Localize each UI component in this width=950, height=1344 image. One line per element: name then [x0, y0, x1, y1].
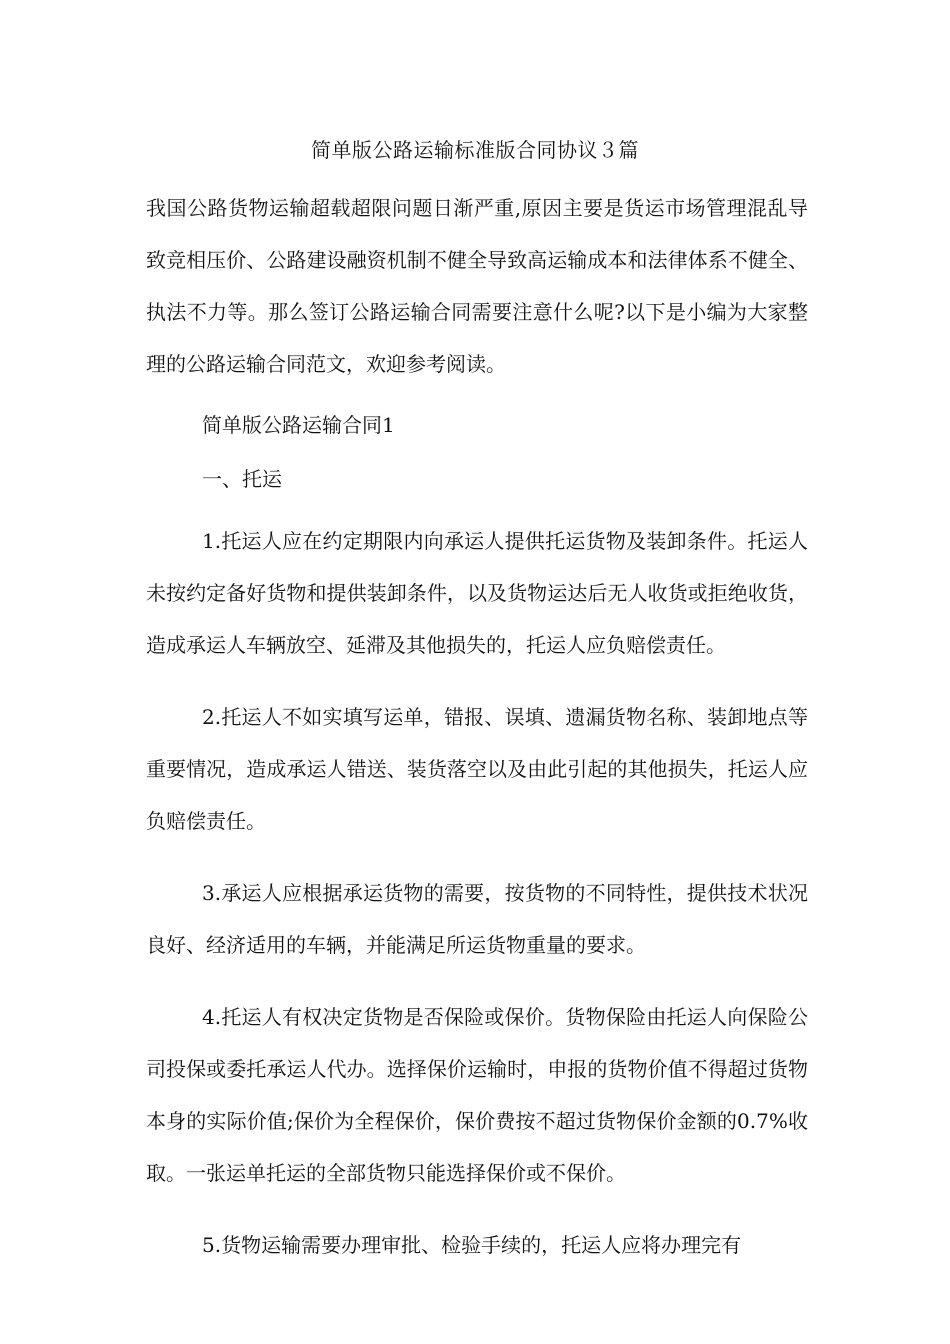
clause-paragraph: 5.货物运输需要办理审批、检验手续的，托运人应将办理完有 [202, 1233, 742, 1257]
section-heading: 一、托运 [202, 467, 282, 491]
clause-paragraph: 4.托运人有权决定货物是否保险或保价。货物保险由托运人向保险公司投保或委托承运人代办。选择保价运输时，申报的货物价值不得超过货物本身的实际价值;保价为全程保价，保价费按不超过货物保价金额的0.7%收取。一张运单托运的全部货物只能选择保价或不保价。 [146, 1005, 808, 1185]
clause-paragraph: 1.托运人应在约定期限内向承运人提供托运货物及装卸条件。托运人未按约定备好货物和提供装卸条件，以及货物运达后无人收货或拒绝收货，造成承运人车辆放空、延滞及其他损失的，托运人应负赔偿责任。 [146, 529, 808, 657]
contract-title: 简单版公路运输合同1 [202, 413, 395, 437]
document-title: 简单版公路运输标准版合同协议３篇 [311, 138, 639, 162]
intro-paragraph: 我国公路货物运输超载超限问题日渐严重,原因主要是货运市场管理混乱导致竞相压价、公路建设融资机制不健全导致高运输成本和法律体系不健全、执法不力等。那么签订公路运输合同需要注意什么呢?以下是小编为大家整理的公路运输合同范文，欢迎参考阅读。 [146, 196, 808, 376]
clause-paragraph: 2.托运人不如实填写运单，错报、误填、遗漏货物名称、装卸地点等重要情况，造成承运人错送、装货落空以及由此引起的其他损失，托运人应负赔偿责任。 [146, 705, 808, 833]
clause-paragraph: 3.承运人应根据承运货物的需要，按货物的不同特性，提供技术状况良好、经济适用的车辆，并能满足所运货物重量的要求。 [146, 881, 808, 957]
document-body [146, 182, 808, 1291]
